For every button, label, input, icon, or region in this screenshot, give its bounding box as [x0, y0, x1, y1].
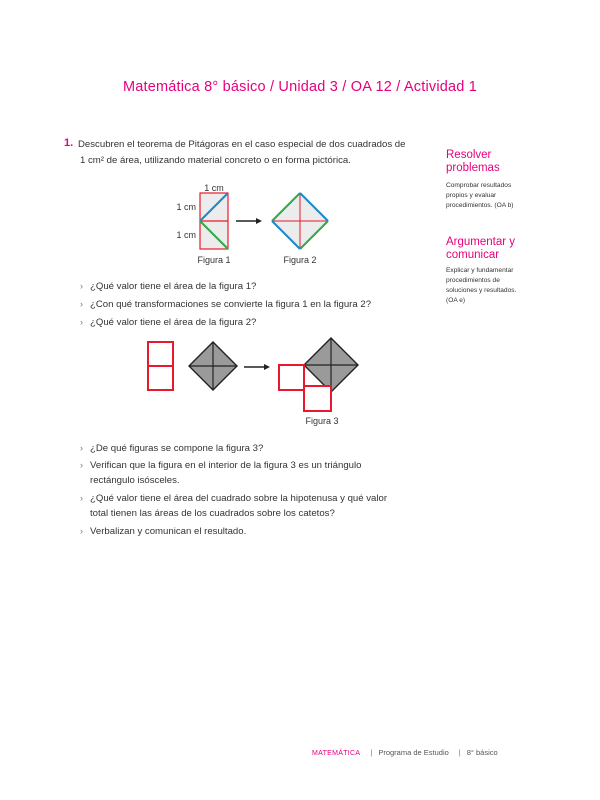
- skill-argumentar-desc: [446, 266, 546, 306]
- question-line: ¿Qué valor tiene el área del cuadrado sobre la hipotenusa y qué valor: [90, 493, 388, 504]
- list-item: [80, 297, 420, 312]
- skill-resolver-problemas-desc: [446, 181, 546, 211]
- intro-line-2: 1 cm² de área, utilizando material concreto o en forma pictórica.: [80, 155, 351, 166]
- caption-figura-2: Figura 2: [283, 255, 317, 265]
- two-squares-figure: [148, 342, 173, 390]
- list-item: [80, 315, 420, 330]
- skill-desc-line: procedimientos de: [446, 277, 500, 284]
- caption-figura-1: Figura 1: [197, 255, 231, 265]
- skill-desc-line: (OA e): [446, 297, 466, 304]
- figure-3-diagram: [140, 336, 380, 430]
- list-item: [80, 491, 420, 521]
- activity-intro: [78, 137, 423, 169]
- skill-resolver-problemas-title: [446, 149, 500, 175]
- activity-number: 1.: [64, 137, 74, 149]
- label-left-1cm-b: 1 cm: [176, 230, 196, 240]
- chevron-right-icon: ›: [80, 443, 83, 453]
- question-line: total tienen las áreas de los cuadrados sobre los catetos?: [90, 508, 335, 519]
- question-text: ¿Qué valor tiene el área de la figura 2?: [90, 317, 257, 328]
- skill-title-line: Argumentar y: [446, 236, 516, 248]
- skill-title-line: problemas: [446, 162, 500, 174]
- footer-grade: 8° básico: [466, 748, 498, 757]
- chevron-right-icon: ›: [80, 281, 83, 291]
- footer-separator: |: [458, 748, 461, 757]
- skill-desc-line: propios y evaluar: [446, 192, 497, 199]
- list-item: [80, 524, 420, 539]
- list-item: [80, 279, 420, 294]
- arrow-fig1-to-fig2: [236, 218, 262, 224]
- question-text: [90, 491, 420, 521]
- footer-subject: MATEMÁTICA: [312, 750, 361, 757]
- skill-desc-line: procedimientos. (OA b): [446, 202, 514, 209]
- chevron-right-icon: ›: [80, 299, 83, 309]
- footer-program: Programa de Estudio: [378, 748, 449, 757]
- figure-1-2-diagram: [160, 176, 360, 268]
- page-footer: [312, 748, 498, 757]
- skill-desc-line: Comprobar resultados: [446, 182, 512, 189]
- page-title: Matemática 8° básico / Unidad 3 / OA 12 / Actividad 1: [122, 79, 478, 95]
- chevron-right-icon: ›: [80, 460, 83, 470]
- list-item: [80, 441, 420, 456]
- chevron-right-icon: ›: [80, 317, 83, 327]
- skill-title-line: Resolver: [446, 149, 492, 161]
- figure-2: [272, 193, 328, 249]
- chevron-right-icon: ›: [80, 493, 83, 503]
- arrow-to-fig3: [244, 364, 270, 370]
- label-left-1cm-a: 1 cm: [176, 202, 196, 212]
- intro-line-1: Descubren el teorema de Pitágoras en el caso especial de dos cuadrados de: [78, 139, 406, 150]
- question-text: [90, 458, 420, 488]
- question-line: rectángulo isósceles.: [90, 475, 180, 486]
- list-item: [80, 458, 420, 488]
- skill-desc-line: Explicar y fundamentar: [446, 267, 514, 274]
- caption-figura-3: Figura 3: [305, 416, 339, 426]
- label-top-1cm: 1 cm: [204, 183, 224, 193]
- skill-title-line: comunicar: [446, 249, 500, 261]
- question-text: ¿Con qué transformaciones se convierte la figura 1 en la figura 2?: [90, 299, 372, 310]
- skill-desc-line: soluciones y resultados.: [446, 287, 517, 294]
- chevron-right-icon: ›: [80, 526, 83, 536]
- figure-3: [279, 338, 358, 411]
- skill-argumentar-title: [446, 236, 515, 262]
- grey-rhombus-figure: [189, 342, 237, 390]
- question-text: ¿Qué valor tiene el área de la figura 1?: [90, 281, 257, 292]
- question-line: Verifican que la figura en el interior de la figura 3 es un triángulo: [90, 460, 362, 471]
- question-text: Verbalizan y comunican el resultado.: [90, 526, 247, 537]
- figure-1: [200, 193, 228, 249]
- footer-separator: |: [370, 748, 373, 757]
- question-text: ¿De qué figuras se compone la figura 3?: [90, 443, 264, 454]
